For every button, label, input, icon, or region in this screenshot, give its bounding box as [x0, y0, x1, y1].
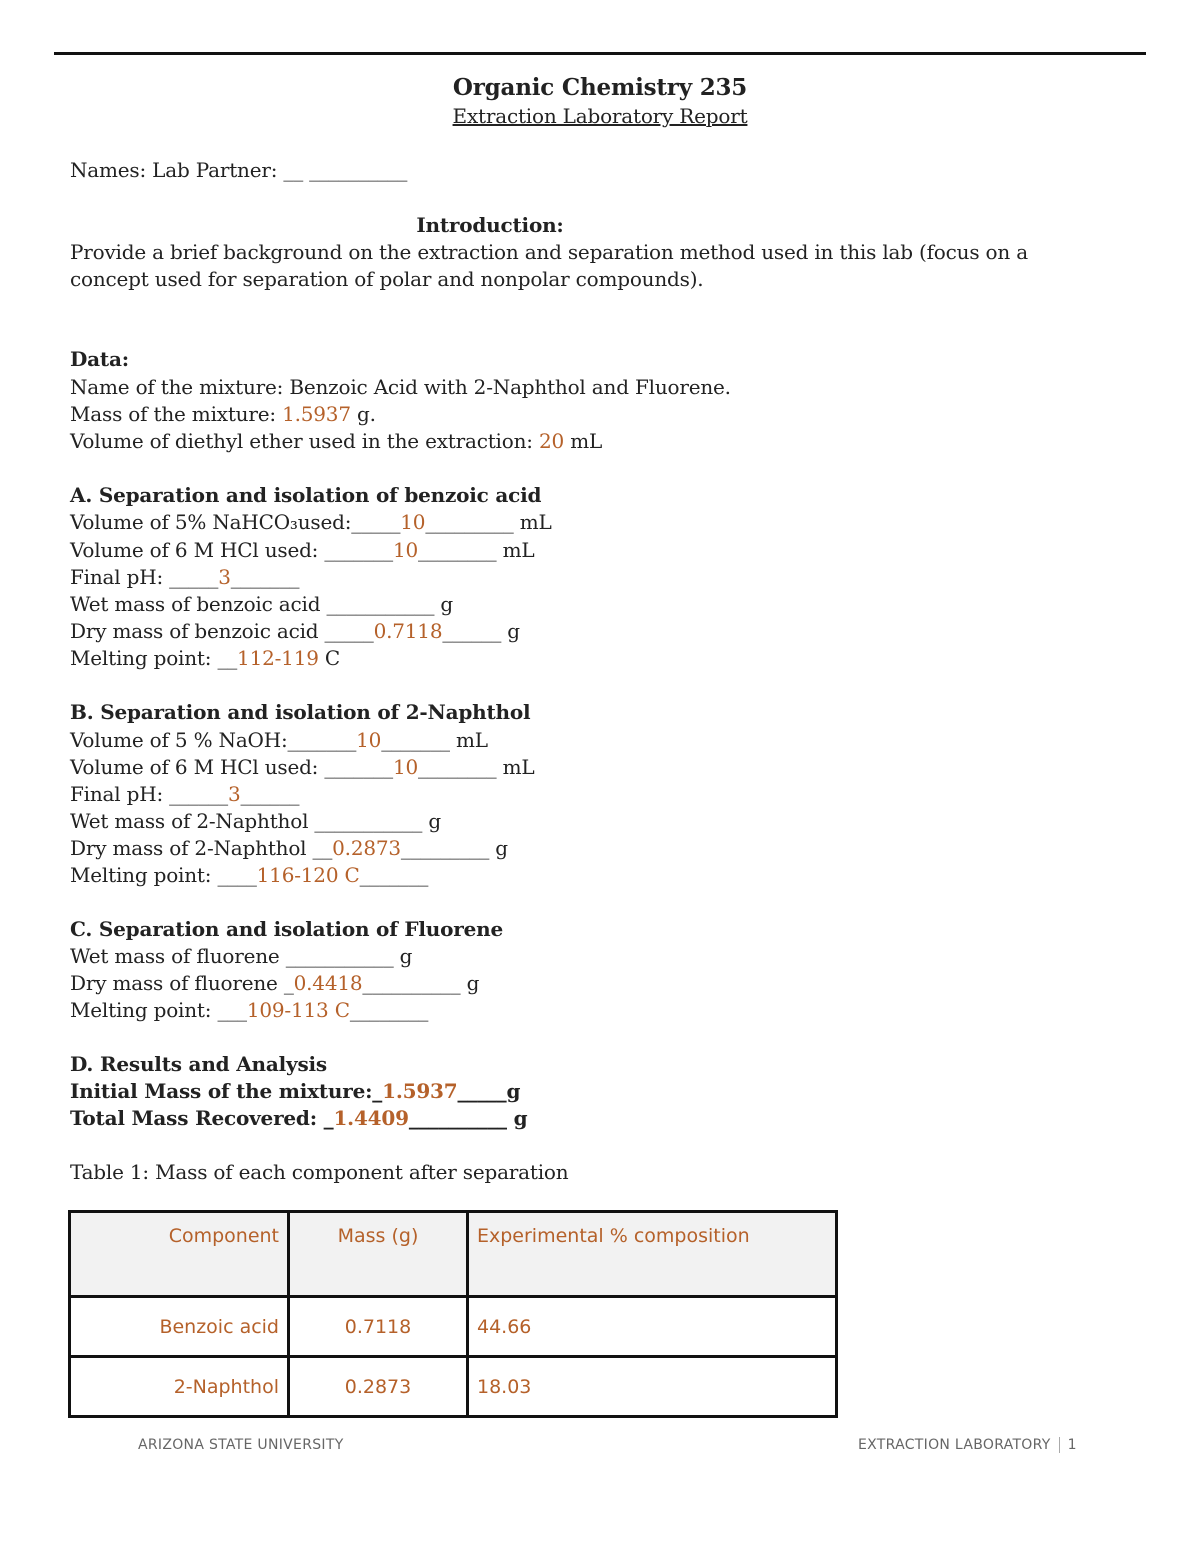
- c-dry-mass: Dry mass of fluorene _0.4418__________ g: [70, 971, 480, 995]
- b-melting-point: Melting point: ____116-120 C_______: [70, 863, 429, 887]
- a-hcl-volume: Volume of 6 M HCl used: _______10________ mL: [70, 538, 535, 562]
- mixture-mass: Mass of the mixture: 1.5937 g.: [70, 402, 376, 426]
- mixture-name: Name of the mixture: Benzoic Acid with 2-Naphthol and Fluorene.: [70, 375, 731, 399]
- intro-text: Provide a brief background on the extraction and separation method used in this lab (focus on a concept used for separation of polar and nonpolar compounds).: [70, 240, 1028, 291]
- a-dry-mass: Dry mass of benzoic acid _____0.7118______ g: [70, 619, 520, 643]
- footer-right: EXTRACTION LABORATORY 1: [858, 1437, 1077, 1453]
- cell-composition: 18.03: [468, 1357, 837, 1417]
- a-nahco3-volume: Volume of 5% NaHCO₃used:_____10_________ mL: [70, 510, 552, 534]
- cell-mass: 0.2873: [289, 1357, 468, 1417]
- b-hcl-volume: Volume of 6 M HCl used: _______10________ mL: [70, 755, 535, 779]
- section-b-heading: B. Separation and isolation of 2-Naphthol: [70, 700, 531, 724]
- header-component: Component: [70, 1212, 289, 1297]
- header-composition: Experimental % composition: [468, 1212, 837, 1297]
- top-rule: [54, 52, 1146, 55]
- cell-component: 2-Naphthol: [70, 1357, 289, 1417]
- data-heading: Data:: [70, 347, 129, 371]
- intro-heading: Introduction:: [416, 213, 564, 237]
- a-melting-point: Melting point: __112-119 C: [70, 646, 341, 670]
- b-wet-mass: Wet mass of 2-Naphthol ___________ g: [70, 809, 441, 833]
- initial-mass: Initial Mass of the mixture:_1.5937_____g: [70, 1079, 521, 1103]
- b-naoh-volume: Volume of 5 % NaOH:_______10_______ mL: [70, 728, 488, 752]
- table-header-row: [70, 1212, 837, 1297]
- cell-mass: 0.7118: [289, 1297, 468, 1357]
- page-title: Organic Chemistry 235: [452, 74, 748, 101]
- section-c-heading: C. Separation and isolation of Fluorene: [70, 917, 503, 941]
- cell-component: Benzoic acid: [70, 1297, 289, 1357]
- ether-volume: Volume of diethyl ether used in the extraction: 20 mL: [70, 429, 603, 453]
- section-d-heading: D. Results and Analysis: [70, 1052, 327, 1076]
- table-row: [70, 1357, 837, 1417]
- table-row: [70, 1297, 837, 1357]
- b-final-ph: Final pH: ______3______: [70, 782, 300, 806]
- c-wet-mass: Wet mass of fluorene ___________ g: [70, 944, 413, 968]
- cell-composition: 44.66: [468, 1297, 837, 1357]
- page-subtitle: Extraction Laboratory Report: [452, 104, 748, 128]
- footer-left: ARIZONA STATE UNIVERSITY: [138, 1437, 344, 1453]
- names-line: Names: Lab Partner: __ __________: [70, 158, 408, 182]
- table-caption: Table 1: Mass of each component after separation: [70, 1160, 569, 1184]
- total-mass-recovered: Total Mass Recovered: _1.4409__________ g: [70, 1106, 528, 1130]
- page-number: 1: [1067, 1437, 1077, 1453]
- header-mass: Mass (g): [289, 1212, 468, 1297]
- section-a-heading: A. Separation and isolation of benzoic acid: [70, 483, 542, 507]
- b-dry-mass: Dry mass of 2-Naphthol __0.2873_________ g: [70, 836, 508, 860]
- a-final-ph: Final pH: _____3_______: [70, 565, 300, 589]
- results-table: [68, 1210, 838, 1418]
- c-melting-point: Melting point: ___109-113 C________: [70, 998, 429, 1022]
- a-wet-mass: Wet mass of benzoic acid ___________ g: [70, 592, 454, 616]
